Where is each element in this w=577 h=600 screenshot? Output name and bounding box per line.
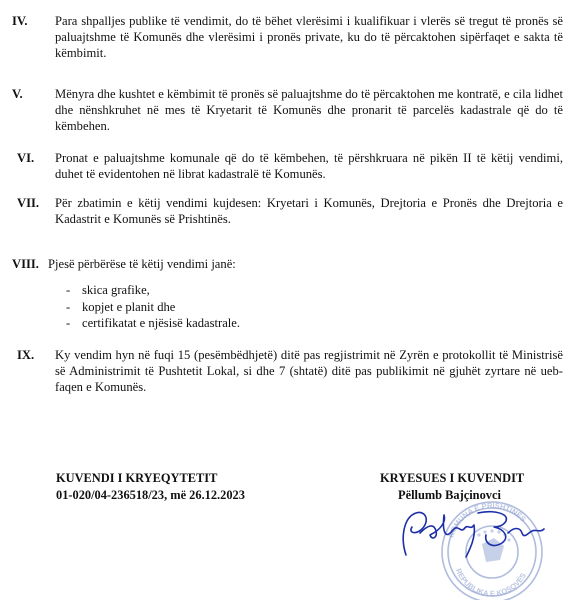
section-numeral: IV.	[12, 14, 28, 28]
svg-text:REPUBLIKA E KOSOVËS: REPUBLIKA E KOSOVËS	[453, 567, 528, 599]
list-item	[66, 282, 240, 299]
dash-bullet: -	[66, 299, 71, 314]
paragraph: Mënyra dhe kushtet e këmbimit të pronës së paluajtshme do të përcaktohen me kontratë, e cila lidhet dhe nënshkruhet në mes të Kryetarit të Komunës dhe pronarit të parcelës kadastrale që do të këmbehen.	[55, 87, 563, 133]
paragraph: Para shpalljes publike të vendimit, do të bëhet vlerësimi i kualifikuar i vlerës së tregut të pronës së paluajtshme të Komunës dhe vlerësimi i pronës private, ku do të përcaktohen sipërfaqet e sakta të këmbimit.	[55, 14, 563, 60]
section-numeral: VIII.	[12, 257, 39, 271]
issuer-block	[56, 470, 245, 504]
list-item-text: certifikatat e njësisë kadastrale.	[82, 316, 241, 330]
section-numeral: V.	[12, 87, 23, 101]
signatory-title: KRYESUES I KUVENDIT	[380, 471, 525, 485]
section-text	[55, 195, 563, 227]
section-text	[48, 256, 563, 272]
section-text	[55, 347, 563, 395]
svg-text:KOMUNA E PRISHTINËS: KOMUNA E PRISHTINËS	[446, 500, 528, 539]
signatory-name: Pëllumb Bajçinovci	[398, 488, 501, 502]
dash-bullet: -	[66, 283, 71, 297]
section-numeral: VII.	[17, 196, 40, 210]
paragraph: Ky vendim hyn në fuqi 15 (pesëmbëdhjetë) ditë pas regjistrimit në Zyrën e protokollit të Ministrisë së Administrimit të Pushtetit Lokal, si dhe 7 (shtatë) ditë pas publikimit në gjuhët zyrtare në ueb-faqen e Komunës.	[55, 348, 563, 394]
list-item	[66, 299, 240, 316]
list-item	[66, 315, 240, 332]
handwritten-signature-icon	[386, 500, 551, 563]
section-numeral: IX.	[17, 348, 35, 362]
official-seal-icon	[422, 488, 562, 600]
list-item-text: skica grafike,	[82, 283, 150, 297]
list-item-text: kopjet e planit dhe	[82, 299, 176, 314]
attachments-list	[66, 282, 240, 332]
signatory-block	[380, 470, 570, 504]
section-numeral: VI.	[17, 151, 35, 165]
paragraph: Për zbatimin e këtij vendimi kujdesen: Kryetari i Komunës, Drejtoria e Pronës dhe Drejtoria e Kadastrit e Komunës së Prishtinës.	[55, 196, 563, 226]
section-text	[55, 150, 563, 182]
paragraph: Pronat e paluajtshme komunale që do të këmbehen, të përshkruara në pikën II të këtij vendimi, duhet të evidentohen në librat kadastralë të Komunës.	[55, 151, 563, 181]
decision-reference: 01-020/04-236518/23, më 26.12.2023	[56, 488, 245, 502]
section-text	[55, 13, 563, 61]
issuer-title: KUVENDI I KRYEQYTETIT	[56, 471, 218, 485]
section-text	[55, 86, 563, 134]
paragraph: Pjesë përbërëse të këtij vendimi janë:	[48, 257, 236, 271]
dash-bullet: -	[66, 316, 71, 330]
